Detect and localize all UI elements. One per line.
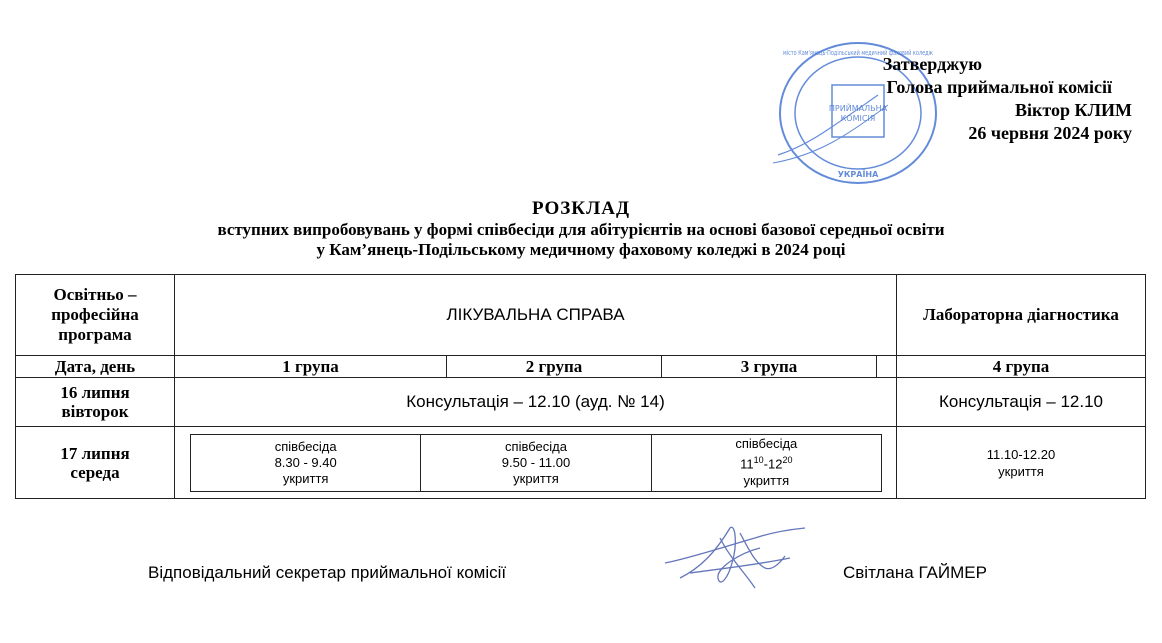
header-specialty-2: Лабораторна діагностика (897, 275, 1146, 356)
header-date: Дата, день (16, 356, 175, 378)
schedule-table (15, 274, 1146, 499)
row2-day: середа (70, 462, 120, 482)
header-group-1: 1 група (175, 356, 447, 378)
approval-line-3: Віктор КЛИМ (1015, 100, 1132, 120)
row1-consultation: Консультація – 12.10 (ауд. № 14) (175, 378, 897, 427)
slot-2-label: співбесіда (505, 438, 567, 454)
slot-group-1 (191, 435, 421, 491)
title-main: РОЗКЛАД (531, 198, 631, 219)
lab-slot-place: укриття (998, 463, 1044, 479)
slot-1-time: 8.30 - 9.40 (274, 454, 337, 470)
slot-3-time-start: 11 (740, 456, 754, 472)
row2-slots-grid (190, 434, 882, 492)
stamp-center-line1: ПРИЙМАЛЬНА (828, 104, 888, 113)
row1-date-cell (16, 378, 175, 427)
title-line-3: у Кам’янець-Подільському медичному фаховому коледжі в 2024 році (316, 240, 846, 259)
slot-3-place: укриття (743, 472, 790, 488)
slot-3-time (740, 452, 792, 472)
row2-slots-cell (175, 427, 897, 499)
slot-3-label: співбесіда (735, 436, 798, 452)
slot-group-2 (421, 435, 651, 491)
slot-2-place: укриття (513, 470, 559, 486)
header-program: Освітньо – професійна програма (16, 275, 175, 356)
slot-1-label: співбесіда (274, 438, 337, 454)
row1-lab-consultation: Консультація – 12.10 (897, 378, 1146, 427)
row1-day: вівторок (61, 402, 129, 421)
header-group-2: 2 група (447, 356, 662, 378)
slot-group-3 (652, 435, 881, 491)
approval-line-1: Затверджую (882, 54, 982, 74)
stamp-ring-text: місто Кам'янець-Подільський медичний фаховий коледж (783, 49, 934, 57)
row2-date: 17 липня (60, 443, 130, 463)
row2-date-cell (16, 427, 175, 499)
slot-2-time: 9.50 - 11.00 (501, 454, 571, 470)
title-line-2: вступних випробовувань у формі співбесіди для абітурієнтів на основі базової середньої освіти (217, 220, 945, 239)
row2-lab-slot (897, 427, 1146, 499)
header-group-3: 3 група (662, 356, 877, 378)
secretary-name: Світлана ГАЙМЕР (843, 563, 987, 582)
document-title (0, 198, 1162, 260)
approval-block (883, 53, 1132, 145)
slot-3-time-start-minutes: 10 (753, 455, 764, 466)
header-group-4: 4 група (897, 356, 1146, 378)
signature-image (660, 518, 810, 598)
slot-3-time-end: -12 (763, 456, 783, 472)
slot-1-place: укриття (282, 470, 329, 486)
secretary-title: Відповідальний секретар приймальної комісії (148, 563, 507, 582)
stamp-bottom-text: УКРАЇНА (837, 170, 879, 179)
header-spacer (877, 356, 897, 378)
header-specialty-1: ЛІКУВАЛЬНА СПРАВА (175, 275, 897, 356)
approval-line-2: Голова приймальної комісії (886, 77, 1112, 97)
approval-line-4: 26 червня 2024 року (968, 123, 1132, 143)
stamp-center-line2: КОМІСІЯ (840, 114, 876, 123)
lab-slot-time: 11.10-12.20 (986, 446, 1056, 462)
slot-3-time-end-minutes: 20 (782, 455, 793, 466)
row1-date: 16 липня (60, 383, 130, 402)
